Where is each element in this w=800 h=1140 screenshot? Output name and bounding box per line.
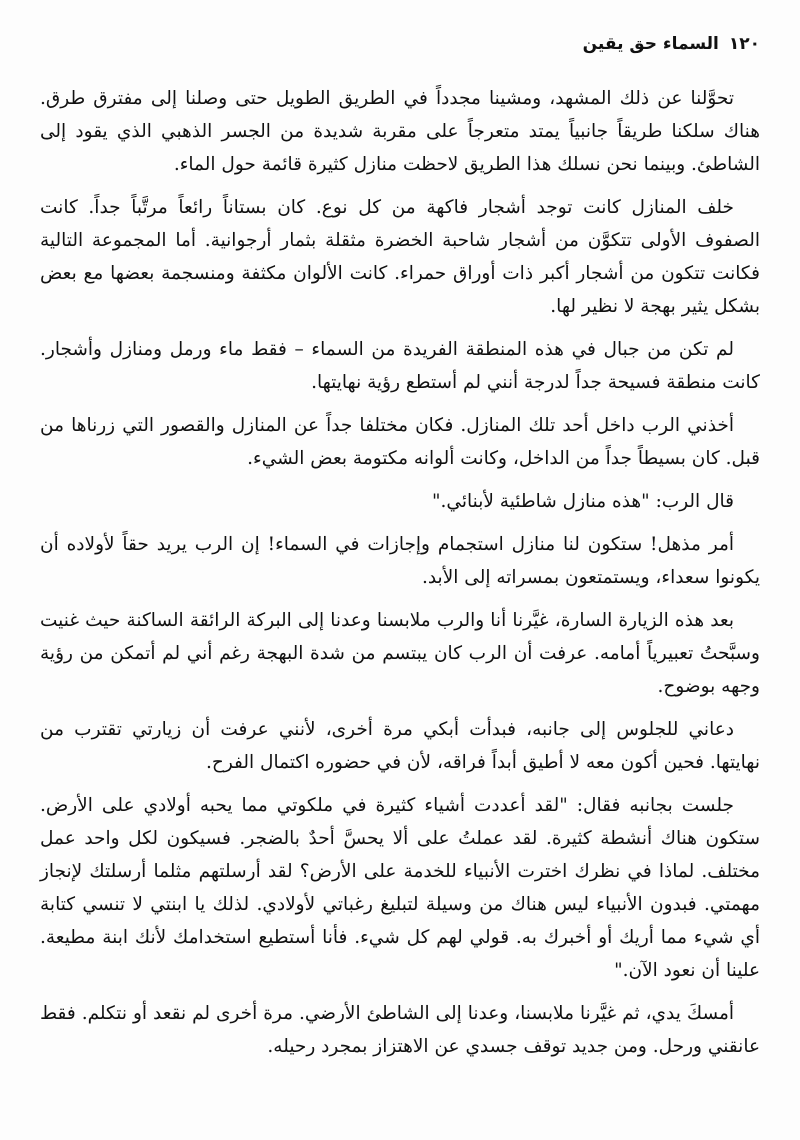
paragraph: أمسكَ يدي، ثم غيَّرنا ملابسنا، وعدنا إلى الشاطئ الأرضي. مرة أخرى لم نقعد أو نتكلم. فقط عانقني ورحل. ومن جديد توقف جسدي عن الاهتزاز بمجرد رحيله. (40, 1003, 760, 1057)
paragraph: أمر مذهل! ستكون لنا منازل استجمام وإجازات في السماء! إن الرب يريد حقاً لأولاده أن يكونوا سعداء، ويستمتعون بمسراته إلى الأبد. (40, 534, 760, 588)
paragraph: قال الرب: "هذه منازل شاطئية لأبنائي." (432, 491, 734, 512)
paragraph: أخذني الرب داخل أحد تلك المنازل. فكان مختلفا جداً عن المنازل والقصور التي زرناها من قبل. كان بسيطاً جداً من الداخل، وكانت ألوانه مكتومة بعض الشيء. (40, 415, 760, 469)
paragraph: لم تكن من جبال في هذه المنطقة الفريدة من السماء – فقط ماء ورمل ومنازل وأشجار. كانت منطقة فسيحة جداً لدرجة أنني لم أستطع رؤية نهايتها. (40, 339, 760, 393)
running-head (583, 34, 760, 54)
paragraph: دعاني للجلوس إلى جانبه، فبدأت أبكي مرة أخرى، لأنني عرفت أن زيارتي تقترب من نهايتها. فحين أكون معه لا أطيق أبداً فراقه، لأن في حضوره اكتمال الفرح. (40, 719, 760, 773)
text-body (40, 82, 760, 1073)
paragraph: جلست بجانبه فقال: "لقد أعددت أشياء كثيرة في ملكوتي مما يحبه أولادي على الأرض. ستكون هناك أنشطة كثيرة. لقد عملتُ على ألا يحسَّ أحدٌ بالضجر. فسيكون لكل واحد عمل مختلف. لماذا في نظرك اخترت الأنبياء للخدمة على الأرض؟ لقد أرسلتهم مثلما أرسلتك لإنجاز مهمتي. فبدون الأنبياء ليس هناك من وسيلة لتبليغ رغباتي لأولادي. لذلك يا ابنتي لا تنسي كتابة أي شيء مما أريك أو أخبرك به. قولي لهم كل شيء. فأنا أستطيع استخدامك لأنك ابنة مطيعة. علينا أن نعود الآن." (40, 795, 760, 981)
paragraph: بعد هذه الزيارة السارة، غيَّرنا أنا والرب ملابسنا وعدنا إلى البركة الرائقة الساكنة حيث غنيت وسبَّحتُ تعبيرياً أمامه. عرفت أن الرب كان يبتسم من شدة البهجة رغم أني لم أتمكن من رؤية وجهه بوضوح. (40, 610, 760, 697)
paragraph: تحوَّلنا عن ذلك المشهد، ومشينا مجدداً في الطريق الطويل حتى وصلنا إلى مفترق طرق. هناك سلكنا طريقاً جانبياً يمتد متعرجاً على مقربة شديدة من الجسر الذهبي الذي يقود إلى الشاطئ. وبينما نحن نسلك هذا الطريق لاحظت منازل كثيرة قائمة حول الماء. (40, 88, 760, 175)
book-title: السماء حق يقين (582, 34, 719, 54)
page-number: ١٢٠ (728, 34, 760, 54)
paragraph: خلف المنازل كانت توجد أشجار فاكهة من كل نوع. كان بستاناً رائعاً مرتَّباً جداً. كانت الصفوف الأولى تتكوَّن من أشجار شاحبة الخضرة مثقلة بثمار أرجوانية. أما المجموعة التالية فكانت تتكون من أشجار أكبر ذات أوراق حمراء. كانت الألوان مكثفة ومنسجمة بعضها مع بعض بشكل يثير بهجة لا نظير لها. (40, 197, 760, 317)
